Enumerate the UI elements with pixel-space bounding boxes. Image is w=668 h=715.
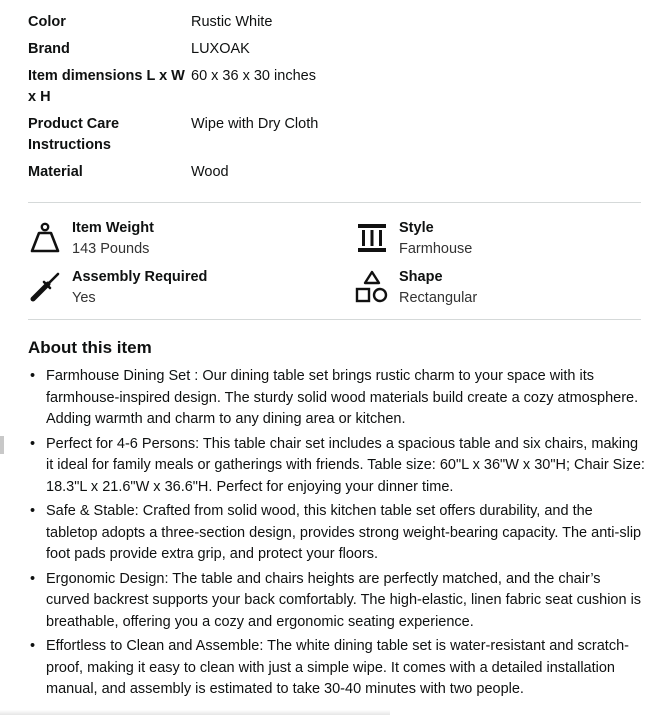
feature-shape — [355, 267, 477, 309]
shapes-icon — [355, 267, 391, 307]
feature-value: 143 Pounds — [72, 241, 150, 257]
feature-title: Item Weight — [72, 220, 154, 236]
feature-value: Rectangular — [399, 290, 478, 306]
feature-title: Style — [399, 220, 434, 236]
spec-row-color — [28, 12, 648, 33]
feature-title: Assembly Required — [72, 269, 208, 285]
spec-label: Item dimensions L x W x H — [28, 68, 185, 105]
spec-label: Material — [28, 164, 83, 180]
list-item: • Ergonomic Design: The table and chairs heights are perfectly matched, and the chair’s curved backrest supports your back comfortably. The high-elastic, linen fabric seat cushion is breathable, offering you a cozy and ergonomic seating experience. — [28, 569, 648, 634]
spec-value: Wood — [191, 164, 229, 180]
spec-row-brand — [28, 39, 648, 60]
spec-row-material — [28, 162, 648, 183]
spec-row-dimensions — [28, 66, 648, 108]
feature-value: Farmhouse — [399, 241, 473, 257]
feature-style — [355, 218, 472, 260]
feature-item-weight — [28, 218, 154, 260]
list-item: • Safe & Stable: Crafted from solid wood, this kitchen table set offers durability, and the tabletop adopts a three-section design, provides strong weight-bearing capacity. The anti-slip foot pads provide extra grip, and protect your floors. — [28, 501, 648, 566]
section-divider — [28, 202, 641, 203]
spec-label: Brand — [28, 41, 70, 57]
feature-assembly — [28, 267, 207, 309]
spec-value: Rustic White — [191, 14, 273, 30]
screwdriver-icon — [28, 267, 64, 307]
spec-label: Product Care Instructions — [28, 116, 120, 153]
spec-value: Wipe with Dry Cloth — [191, 116, 319, 132]
product-specs-table — [28, 12, 648, 189]
about-section-title: About this item — [28, 338, 152, 357]
list-item: • Farmhouse Dining Set : Our dining table set brings rustic charm to your space with its farmhouse-inspired design. The sturdy solid wood materials build create a cozy atmosphere. Adding warmth and charm to any dining area or kitchen. — [28, 366, 648, 431]
bottom-fade — [0, 710, 390, 715]
about-bullet-list — [28, 366, 648, 704]
page-edge-artifact — [0, 436, 4, 454]
feature-title: Shape — [399, 269, 443, 285]
list-item: • Perfect for 4-6 Persons: This table chair set includes a spacious table and six chairs, making it ideal for family meals or gatherings with friends. Table size: 60"L x 36"W x 30"H; Chair Size: 18.3"L x 21.6"W x 36.6"H. Perfect for enjoying your dinner time. — [28, 434, 648, 499]
spec-value: LUXOAK — [191, 41, 250, 57]
weight-scale-icon — [28, 218, 64, 258]
section-divider — [28, 319, 641, 320]
spec-label: Color — [28, 14, 66, 30]
column-pillar-icon — [355, 218, 391, 258]
spec-value: 60 x 36 x 30 inches — [191, 68, 316, 84]
spec-row-care — [28, 114, 648, 156]
feature-value: Yes — [72, 290, 96, 306]
list-item: • Effortless to Clean and Assemble: The white dining table set is water-resistant and scratch-proof, making it easy to clean with just a simple wipe. It comes with a detailed installation manual, and assembly is estimated to take 30-40 minutes with two people. — [28, 636, 648, 701]
